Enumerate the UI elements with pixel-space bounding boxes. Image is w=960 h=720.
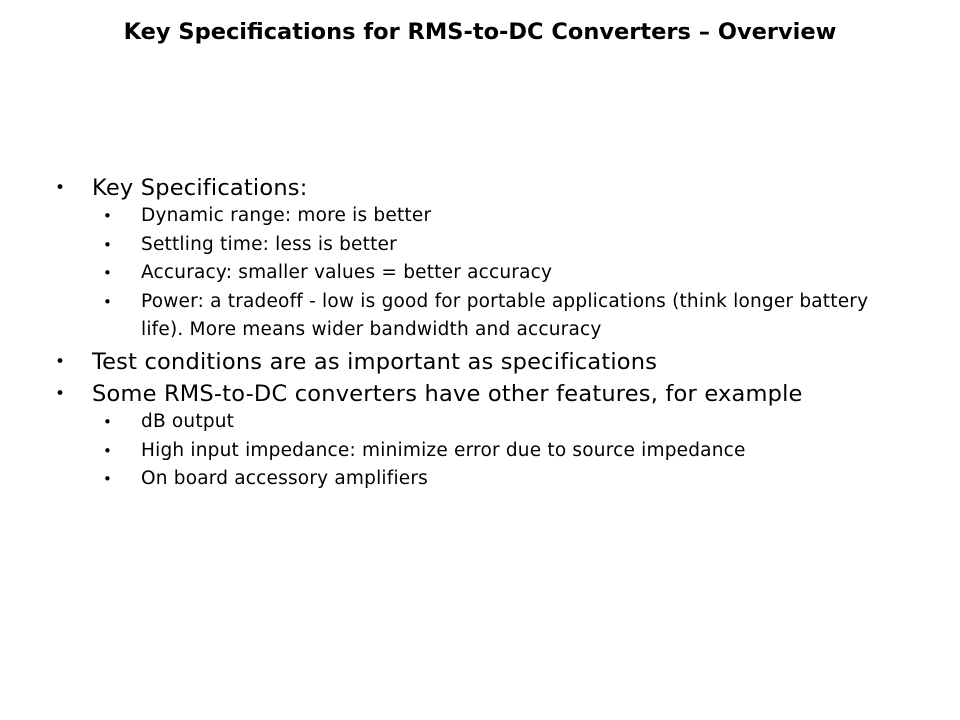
slide-title: Key Specifications for RMS-to-DC Converters – Overview	[123, 19, 837, 45]
bullet-item	[0, 346, 940, 378]
bullet-list	[0, 172, 940, 494]
bullet-icon: •	[55, 383, 66, 404]
bullet-icon: •	[103, 470, 113, 489]
bullet-icon: •	[103, 264, 113, 283]
sub-bullet-item	[0, 437, 940, 466]
bullet-icon: •	[103, 235, 113, 254]
sub-bullet-text: On board accessory amplifiers	[141, 468, 429, 490]
bullet-item	[0, 172, 940, 204]
bullet-icon: •	[103, 207, 113, 225]
sub-bullet-text: Accuracy: smaller values = better accuracy	[141, 262, 553, 284]
sub-bullet-text: dB output	[141, 410, 235, 432]
sub-bullet-item	[0, 288, 940, 345]
sub-bullet-text: High input impedance: minimize error due to source impedance	[141, 439, 746, 461]
bullet-icon: •	[103, 292, 113, 311]
sub-bullet-item	[0, 231, 940, 260]
sub-list-container	[0, 202, 940, 345]
sub-bullet-list	[0, 408, 940, 494]
sub-bullet-item	[0, 465, 940, 494]
slide-body	[0, 172, 940, 495]
sub-bullet-item	[0, 259, 940, 288]
sub-bullet-list	[0, 202, 940, 345]
bullet-text: Key Specifications:	[92, 175, 308, 201]
bullet-icon: •	[55, 178, 66, 198]
sub-bullet-text: Settling time: less is better	[141, 233, 397, 255]
bullet-icon: •	[103, 412, 113, 431]
bullet-text: Some RMS-to-DC converters have other features, for example	[92, 380, 803, 407]
sub-list-container	[0, 408, 940, 494]
bullet-icon: •	[55, 351, 66, 372]
sub-bullet-text: Dynamic range: more is better	[141, 205, 432, 226]
bullet-text: Test conditions are as important as specifications	[92, 348, 658, 375]
bullet-icon: •	[103, 441, 113, 460]
bullet-item	[0, 378, 940, 410]
sub-bullet-item	[0, 408, 940, 437]
sub-bullet-item	[0, 202, 940, 231]
sub-bullet-text: Power: a tradeoff - low is good for portable applications (think longer battery life). More means wider bandwidth and accuracy	[141, 290, 869, 341]
